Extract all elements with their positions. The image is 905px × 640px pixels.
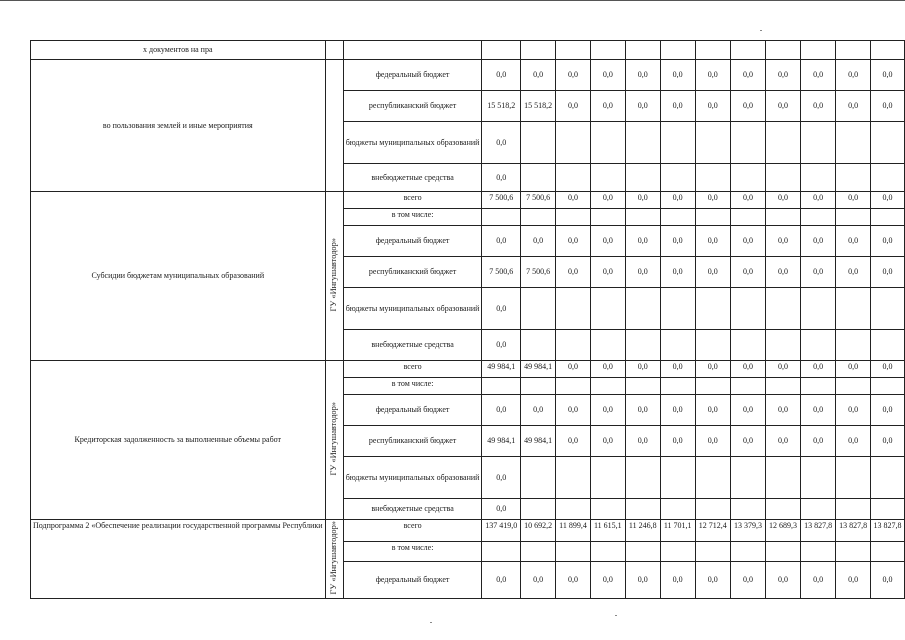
value-cell: 15 518,2 bbox=[521, 91, 556, 122]
value-cell bbox=[730, 122, 765, 164]
value-cell bbox=[836, 457, 871, 499]
value-cell: 0,0 bbox=[556, 60, 591, 91]
value-cell: 0,0 bbox=[871, 395, 905, 426]
value-cell: 0,0 bbox=[556, 257, 591, 288]
value-cell: 0,0 bbox=[695, 91, 730, 122]
value-cell bbox=[625, 122, 660, 164]
table-row bbox=[31, 192, 905, 209]
value-cell: 0,0 bbox=[590, 60, 625, 91]
value-cell bbox=[871, 378, 905, 395]
value-cell bbox=[871, 209, 905, 226]
value-cell bbox=[730, 164, 765, 192]
value-cell bbox=[695, 378, 730, 395]
value-cell bbox=[836, 378, 871, 395]
value-cell: 7 500,6 bbox=[521, 192, 556, 209]
value-cell bbox=[766, 457, 801, 499]
event-name: во пользования землей и иные мероприятия bbox=[102, 120, 253, 130]
funding-source-republic: республиканский бюджет bbox=[343, 257, 482, 288]
value-cell bbox=[730, 457, 765, 499]
value-cell: 0,0 bbox=[482, 164, 521, 192]
event-name: Подпрограмма 2 «Обеспечение реализации государственной программы Республики bbox=[33, 521, 323, 530]
scan-speck bbox=[615, 615, 617, 616]
value-cell: 0,0 bbox=[836, 257, 871, 288]
value-cell: 0,0 bbox=[660, 226, 695, 257]
value-cell bbox=[801, 209, 836, 226]
budget-table bbox=[30, 40, 905, 599]
value-cell bbox=[695, 499, 730, 520]
value-cell: 0,0 bbox=[625, 562, 660, 599]
value-cell: 0,0 bbox=[556, 226, 591, 257]
value-cell: 0,0 bbox=[556, 91, 591, 122]
value-cell: 0,0 bbox=[695, 426, 730, 457]
value-cell: 0,0 bbox=[660, 257, 695, 288]
value-cell: 0,0 bbox=[730, 226, 765, 257]
value-cell bbox=[521, 122, 556, 164]
value-cell bbox=[590, 122, 625, 164]
value-cell: 0,0 bbox=[590, 257, 625, 288]
value-cell bbox=[590, 457, 625, 499]
value-cell bbox=[482, 209, 521, 226]
value-cell bbox=[766, 542, 801, 562]
value-cell: 49 984,1 bbox=[482, 426, 521, 457]
funding-source-federal: федеральный бюджет bbox=[343, 562, 482, 599]
funding-source-incl: в том числе: bbox=[343, 542, 482, 562]
table-row bbox=[31, 361, 905, 378]
value-cell: 0,0 bbox=[625, 395, 660, 426]
table-row bbox=[31, 60, 905, 91]
value-cell bbox=[730, 542, 765, 562]
value-cell bbox=[836, 288, 871, 330]
value-cell: 0,0 bbox=[521, 562, 556, 599]
value-cell: 0,0 bbox=[625, 60, 660, 91]
value-cell: 11 899,4 bbox=[556, 520, 591, 542]
value-cell: 0,0 bbox=[836, 395, 871, 426]
value-cell: 0,0 bbox=[836, 361, 871, 378]
value-cell bbox=[766, 209, 801, 226]
value-cell: 0,0 bbox=[590, 426, 625, 457]
empty-cell bbox=[871, 41, 905, 60]
value-cell: 0,0 bbox=[836, 426, 871, 457]
value-cell: 0,0 bbox=[730, 395, 765, 426]
empty-cell bbox=[325, 41, 343, 60]
value-cell bbox=[730, 288, 765, 330]
value-cell bbox=[556, 288, 591, 330]
value-cell: 0,0 bbox=[625, 257, 660, 288]
value-cell: 0,0 bbox=[625, 192, 660, 209]
value-cell: 0,0 bbox=[801, 226, 836, 257]
responsible-cell bbox=[325, 520, 343, 599]
value-cell bbox=[695, 330, 730, 361]
event-name: Субсидии бюджетам муниципальных образований bbox=[91, 271, 265, 280]
value-cell: 11 701,1 bbox=[660, 520, 695, 542]
value-cell bbox=[730, 378, 765, 395]
responsible-executor: ГУ «Ингушавтодор» bbox=[329, 401, 339, 476]
value-cell: 0,0 bbox=[695, 395, 730, 426]
value-cell: 0,0 bbox=[660, 395, 695, 426]
value-cell: 0,0 bbox=[871, 192, 905, 209]
value-cell: 0,0 bbox=[730, 562, 765, 599]
value-cell bbox=[521, 330, 556, 361]
value-cell: 13 379,3 bbox=[730, 520, 765, 542]
value-cell: 49 984,1 bbox=[521, 361, 556, 378]
value-cell: 137 419,0 bbox=[482, 520, 521, 542]
event-name-cell bbox=[31, 520, 326, 599]
value-cell bbox=[556, 122, 591, 164]
value-cell bbox=[766, 330, 801, 361]
value-cell: 7 500,6 bbox=[521, 257, 556, 288]
value-cell: 13 827,8 bbox=[801, 520, 836, 542]
value-cell: 0,0 bbox=[801, 361, 836, 378]
empty-cell bbox=[660, 41, 695, 60]
responsible-cell bbox=[325, 60, 343, 192]
value-cell bbox=[625, 209, 660, 226]
value-cell: 0,0 bbox=[766, 226, 801, 257]
value-cell bbox=[766, 164, 801, 192]
value-cell bbox=[521, 164, 556, 192]
value-cell bbox=[482, 378, 521, 395]
value-cell bbox=[556, 378, 591, 395]
value-cell bbox=[695, 457, 730, 499]
value-cell bbox=[695, 164, 730, 192]
value-cell: 0,0 bbox=[836, 91, 871, 122]
value-cell: 0,0 bbox=[590, 192, 625, 209]
value-cell: 12 689,3 bbox=[766, 520, 801, 542]
value-cell: 0,0 bbox=[556, 361, 591, 378]
funding-source-extra: внебюджетные средства bbox=[343, 164, 482, 192]
value-cell bbox=[521, 209, 556, 226]
funding-source-federal: федеральный бюджет bbox=[343, 226, 482, 257]
value-cell bbox=[590, 542, 625, 562]
value-cell bbox=[766, 288, 801, 330]
table-row bbox=[31, 520, 905, 542]
responsible-cell bbox=[325, 361, 343, 520]
value-cell: 0,0 bbox=[871, 91, 905, 122]
value-cell bbox=[871, 542, 905, 562]
value-cell: 0,0 bbox=[521, 226, 556, 257]
value-cell bbox=[836, 330, 871, 361]
value-cell: 0,0 bbox=[730, 426, 765, 457]
value-cell: 0,0 bbox=[801, 91, 836, 122]
value-cell bbox=[625, 457, 660, 499]
value-cell: 0,0 bbox=[590, 395, 625, 426]
value-cell bbox=[625, 499, 660, 520]
value-cell: 0,0 bbox=[625, 426, 660, 457]
value-cell: 0,0 bbox=[801, 395, 836, 426]
value-cell bbox=[660, 378, 695, 395]
responsible-cell bbox=[325, 192, 343, 361]
value-cell: 0,0 bbox=[871, 562, 905, 599]
empty-cell bbox=[730, 41, 765, 60]
value-cell bbox=[590, 330, 625, 361]
event-name: Кредиторская задолженность за выполненные объемы работ bbox=[74, 435, 282, 444]
value-cell bbox=[660, 288, 695, 330]
value-cell: 0,0 bbox=[660, 91, 695, 122]
value-cell: 0,0 bbox=[590, 91, 625, 122]
empty-cell bbox=[695, 41, 730, 60]
empty-cell bbox=[766, 41, 801, 60]
value-cell: 0,0 bbox=[695, 562, 730, 599]
value-cell: 0,0 bbox=[766, 192, 801, 209]
value-cell bbox=[871, 164, 905, 192]
value-cell: 0,0 bbox=[871, 226, 905, 257]
value-cell: 0,0 bbox=[482, 122, 521, 164]
value-cell: 0,0 bbox=[556, 426, 591, 457]
value-cell: 0,0 bbox=[660, 60, 695, 91]
value-cell bbox=[801, 378, 836, 395]
value-cell bbox=[625, 164, 660, 192]
value-cell: 0,0 bbox=[521, 60, 556, 91]
value-cell bbox=[660, 457, 695, 499]
value-cell bbox=[625, 542, 660, 562]
value-cell: 0,0 bbox=[766, 426, 801, 457]
value-cell: 0,0 bbox=[482, 288, 521, 330]
value-cell bbox=[660, 542, 695, 562]
value-cell: 0,0 bbox=[836, 192, 871, 209]
empty-cell bbox=[343, 41, 482, 60]
value-cell: 0,0 bbox=[730, 192, 765, 209]
funding-source-extra: внебюджетные средства bbox=[343, 330, 482, 361]
value-cell: 0,0 bbox=[482, 457, 521, 499]
row-header-fragment: х документов на пра bbox=[31, 41, 326, 60]
value-cell: 0,0 bbox=[801, 192, 836, 209]
value-cell: 0,0 bbox=[730, 60, 765, 91]
value-cell: 0,0 bbox=[590, 361, 625, 378]
value-cell: 0,0 bbox=[695, 192, 730, 209]
event-name-cell bbox=[31, 192, 326, 361]
funding-source-republic: республиканский бюджет bbox=[343, 91, 482, 122]
value-cell: 0,0 bbox=[766, 361, 801, 378]
value-cell: 0,0 bbox=[590, 562, 625, 599]
value-cell: 0,0 bbox=[801, 562, 836, 599]
value-cell: 12 712,4 bbox=[695, 520, 730, 542]
value-cell: 0,0 bbox=[766, 60, 801, 91]
value-cell bbox=[695, 122, 730, 164]
value-cell bbox=[801, 330, 836, 361]
empty-cell bbox=[521, 41, 556, 60]
empty-cell bbox=[556, 41, 591, 60]
value-cell: 0,0 bbox=[482, 395, 521, 426]
value-cell: 0,0 bbox=[590, 226, 625, 257]
value-cell: 0,0 bbox=[625, 91, 660, 122]
value-cell: 0,0 bbox=[836, 562, 871, 599]
value-cell bbox=[660, 122, 695, 164]
value-cell: 0,0 bbox=[556, 395, 591, 426]
value-cell bbox=[590, 164, 625, 192]
scan-speck bbox=[430, 622, 432, 623]
value-cell bbox=[730, 330, 765, 361]
value-cell: 13 827,8 bbox=[836, 520, 871, 542]
value-cell bbox=[836, 164, 871, 192]
value-cell bbox=[556, 542, 591, 562]
value-cell bbox=[871, 122, 905, 164]
value-cell: 0,0 bbox=[801, 257, 836, 288]
value-cell bbox=[801, 122, 836, 164]
empty-cell bbox=[590, 41, 625, 60]
value-cell: 0,0 bbox=[625, 361, 660, 378]
funding-source-municipal: бюджеты муниципальных образований bbox=[343, 457, 482, 499]
value-cell: 11 246,8 bbox=[625, 520, 660, 542]
funding-source-total: всего bbox=[343, 361, 482, 378]
value-cell bbox=[556, 457, 591, 499]
empty-cell bbox=[801, 41, 836, 60]
value-cell bbox=[521, 499, 556, 520]
value-cell bbox=[625, 330, 660, 361]
value-cell: 0,0 bbox=[766, 257, 801, 288]
value-cell bbox=[660, 209, 695, 226]
value-cell: 0,0 bbox=[482, 60, 521, 91]
funding-source-incl: в том числе: bbox=[343, 378, 482, 395]
funding-source-total: всего bbox=[343, 520, 482, 542]
value-cell bbox=[556, 209, 591, 226]
value-cell bbox=[590, 288, 625, 330]
value-cell: 11 615,1 bbox=[590, 520, 625, 542]
value-cell bbox=[556, 330, 591, 361]
value-cell bbox=[730, 209, 765, 226]
value-cell bbox=[730, 499, 765, 520]
value-cell: 0,0 bbox=[730, 91, 765, 122]
value-cell bbox=[625, 378, 660, 395]
value-cell: 0,0 bbox=[695, 361, 730, 378]
funding-source-incl: в том числе: bbox=[343, 209, 482, 226]
value-cell bbox=[836, 499, 871, 520]
value-cell bbox=[521, 542, 556, 562]
value-cell: 0,0 bbox=[660, 192, 695, 209]
page-top-edge bbox=[0, 0, 905, 1]
value-cell: 49 984,1 bbox=[482, 361, 521, 378]
funding-source-republic: республиканский бюджет bbox=[343, 426, 482, 457]
value-cell: 0,0 bbox=[871, 60, 905, 91]
value-cell bbox=[801, 164, 836, 192]
value-cell: 0,0 bbox=[871, 257, 905, 288]
value-cell bbox=[660, 164, 695, 192]
value-cell bbox=[766, 122, 801, 164]
value-cell: 0,0 bbox=[766, 562, 801, 599]
value-cell: 0,0 bbox=[871, 361, 905, 378]
value-cell: 49 984,1 bbox=[521, 426, 556, 457]
value-cell bbox=[660, 499, 695, 520]
scan-speck bbox=[760, 30, 762, 31]
value-cell: 0,0 bbox=[836, 226, 871, 257]
value-cell bbox=[695, 209, 730, 226]
value-cell bbox=[801, 499, 836, 520]
value-cell: 0,0 bbox=[766, 91, 801, 122]
value-cell: 0,0 bbox=[801, 60, 836, 91]
value-cell bbox=[482, 542, 521, 562]
value-cell: 0,0 bbox=[521, 395, 556, 426]
value-cell: 0,0 bbox=[801, 426, 836, 457]
value-cell: 0,0 bbox=[660, 361, 695, 378]
value-cell: 0,0 bbox=[482, 562, 521, 599]
value-cell bbox=[871, 457, 905, 499]
table-row bbox=[31, 41, 905, 60]
value-cell bbox=[660, 330, 695, 361]
value-cell bbox=[521, 457, 556, 499]
value-cell bbox=[521, 378, 556, 395]
value-cell: 7 500,6 bbox=[482, 192, 521, 209]
value-cell: 0,0 bbox=[695, 60, 730, 91]
empty-cell bbox=[482, 41, 521, 60]
value-cell: 0,0 bbox=[660, 426, 695, 457]
value-cell: 0,0 bbox=[482, 226, 521, 257]
value-cell bbox=[871, 330, 905, 361]
event-name-cell bbox=[31, 361, 326, 520]
value-cell: 0,0 bbox=[695, 226, 730, 257]
funding-source-federal: федеральный бюджет bbox=[343, 60, 482, 91]
value-cell: 13 827,8 bbox=[871, 520, 905, 542]
value-cell: 0,0 bbox=[556, 562, 591, 599]
value-cell: 15 518,2 bbox=[482, 91, 521, 122]
value-cell bbox=[871, 499, 905, 520]
funding-source-extra: внебюджетные средства bbox=[343, 499, 482, 520]
value-cell: 0,0 bbox=[730, 361, 765, 378]
value-cell bbox=[590, 209, 625, 226]
value-cell bbox=[556, 164, 591, 192]
value-cell bbox=[590, 499, 625, 520]
value-cell bbox=[521, 288, 556, 330]
value-cell: 0,0 bbox=[660, 562, 695, 599]
value-cell bbox=[836, 122, 871, 164]
value-cell bbox=[836, 209, 871, 226]
value-cell: 0,0 bbox=[482, 330, 521, 361]
value-cell: 0,0 bbox=[695, 257, 730, 288]
value-cell: 0,0 bbox=[625, 226, 660, 257]
empty-cell bbox=[836, 41, 871, 60]
value-cell bbox=[625, 288, 660, 330]
value-cell: 0,0 bbox=[730, 257, 765, 288]
funding-source-municipal: бюджеты муниципальных образований bbox=[343, 288, 482, 330]
value-cell bbox=[695, 542, 730, 562]
value-cell: 0,0 bbox=[836, 60, 871, 91]
value-cell bbox=[556, 499, 591, 520]
value-cell bbox=[836, 542, 871, 562]
value-cell: 0,0 bbox=[766, 395, 801, 426]
value-cell: 7 500,6 bbox=[482, 257, 521, 288]
value-cell bbox=[766, 378, 801, 395]
value-cell bbox=[590, 378, 625, 395]
value-cell bbox=[801, 542, 836, 562]
value-cell bbox=[766, 499, 801, 520]
value-cell bbox=[801, 288, 836, 330]
value-cell bbox=[801, 457, 836, 499]
responsible-executor: ГУ «Ингушавтодор» bbox=[329, 237, 339, 312]
funding-source-federal: федеральный бюджет bbox=[343, 395, 482, 426]
empty-cell bbox=[625, 41, 660, 60]
value-cell bbox=[871, 288, 905, 330]
value-cell: 10 692,2 bbox=[521, 520, 556, 542]
responsible-executor: ГУ «Ингушавтодор» bbox=[329, 520, 339, 595]
funding-source-municipal: бюджеты муниципальных образований bbox=[343, 122, 482, 164]
value-cell bbox=[695, 288, 730, 330]
event-name-cell bbox=[31, 60, 326, 192]
value-cell: 0,0 bbox=[482, 499, 521, 520]
value-cell: 0,0 bbox=[871, 426, 905, 457]
funding-source-total: всего bbox=[343, 192, 482, 209]
value-cell: 0,0 bbox=[556, 192, 591, 209]
